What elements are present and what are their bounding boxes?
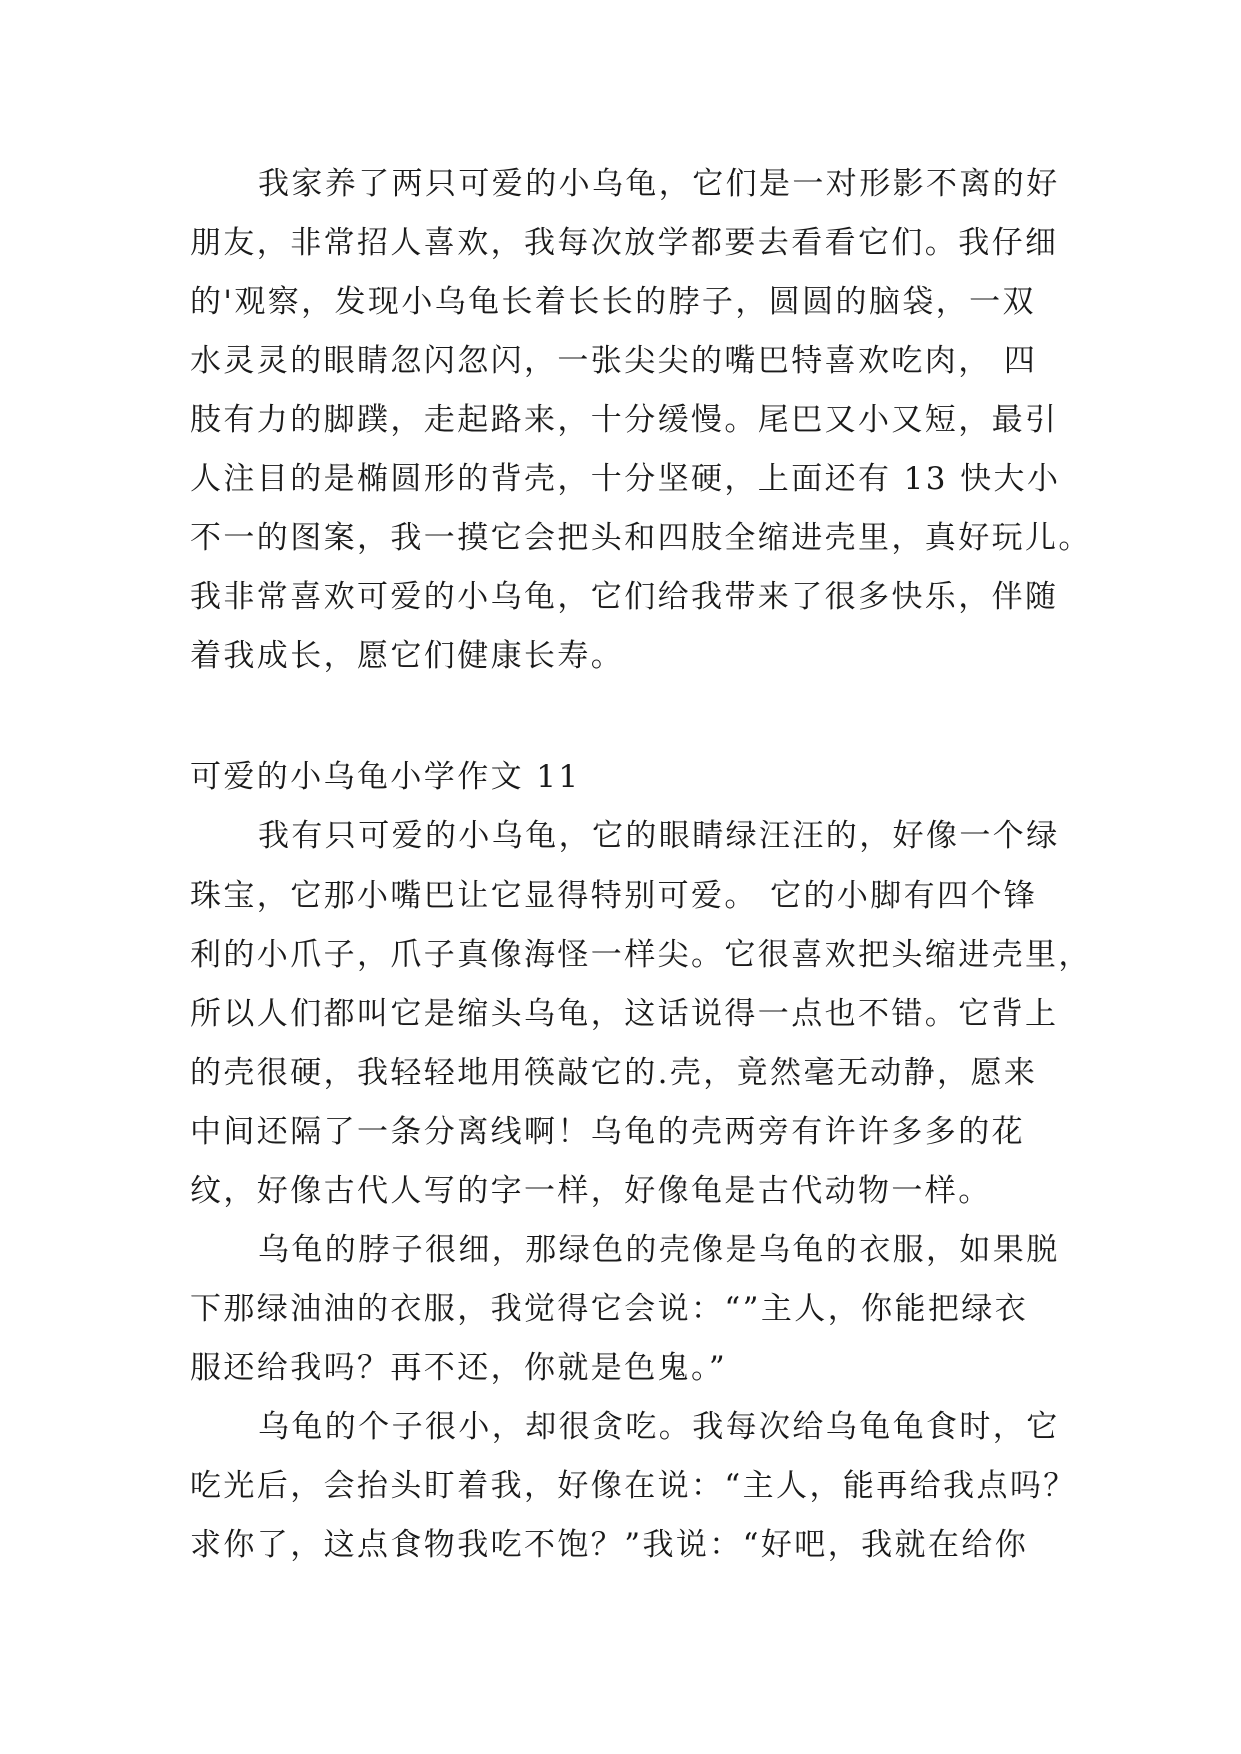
- paragraph-line: 乌龟的脖子很细，那绿色的壳像是乌龟的衣服，如果脱: [258, 1232, 1060, 1268]
- paragraph-line: 人注目的是椭圆形的背壳，十分坚硬，上面还有 13 快大小: [190, 461, 1061, 497]
- paragraph-line: 下那绿油油的衣服，我觉得它会说：“”主人，你能把绿衣: [190, 1291, 1029, 1327]
- paragraph-line: 服还给我吗？再不还，你就是色鬼。”: [190, 1350, 728, 1386]
- paragraph-line: 中间还隔了一条分离线啊！乌龟的壳两旁有许许多多的花: [190, 1114, 1025, 1150]
- paragraph-line: 的壳很硬，我轻轻地用筷敲它的.壳，竟然毫无动静，愿来: [190, 1055, 1038, 1091]
- paragraph-line: 纹，好像古代人写的字一样，好像龟是古代动物一样。: [190, 1173, 992, 1209]
- paragraph-line: 着我成长，愿它们健康长寿。: [190, 638, 625, 674]
- paragraph-line: 所以人们都叫它是缩头乌龟，这话说得一点也不错。它背上: [190, 996, 1059, 1032]
- paragraph-line: 吃光后，会抬头盯着我，好像在说：“主人，能再给我点吗？: [190, 1468, 1077, 1504]
- paragraph-line: 朋友，非常招人喜欢，我每次放学都要去看看它们。我仔细: [190, 225, 1059, 261]
- paragraph-line: 我有只可爱的小乌龟，它的眼睛绿汪汪的，好像一个绿: [258, 818, 1060, 854]
- paragraph-line: 珠宝，它那小嘴巴让它显得特别可爱。 它的小脚有四个锋: [190, 878, 1038, 914]
- paragraph-line: 不一的图案，我一摸它会把头和四肢全缩进壳里，真好玩儿。: [190, 520, 1092, 556]
- paragraph-line: 求你了，这点食物我吃不饱？”我说：“好吧，我就在给你: [190, 1527, 1029, 1563]
- paragraph-line: 我家养了两只可爱的小乌龟，它们是一对形影不离的好: [258, 166, 1060, 202]
- paragraph-line: 肢有力的脚蹼，走起路来，十分缓慢。尾巴又小又短，最引: [190, 402, 1059, 438]
- paragraph-line: 乌龟的个子很小，却很贪吃。我每次给乌龟龟食时，它: [258, 1409, 1060, 1445]
- paragraph-line: 水灵灵的眼睛忽闪忽闪，一张尖尖的嘴巴特喜欢吃肉， 四: [190, 343, 1038, 379]
- paragraph-line: 的'观察，发现小乌龟长着长长的脖子，圆圆的脑袋，一双: [190, 284, 1036, 320]
- section-heading: 可爱的小乌龟小学作文 11: [190, 759, 581, 795]
- paragraph-line: 利的小爪子，爪子真像海怪一样尖。它很喜欢把头缩进壳里，: [190, 937, 1092, 973]
- paragraph-line: 我非常喜欢可爱的小乌龟，它们给我带来了很多快乐，伴随: [190, 579, 1059, 615]
